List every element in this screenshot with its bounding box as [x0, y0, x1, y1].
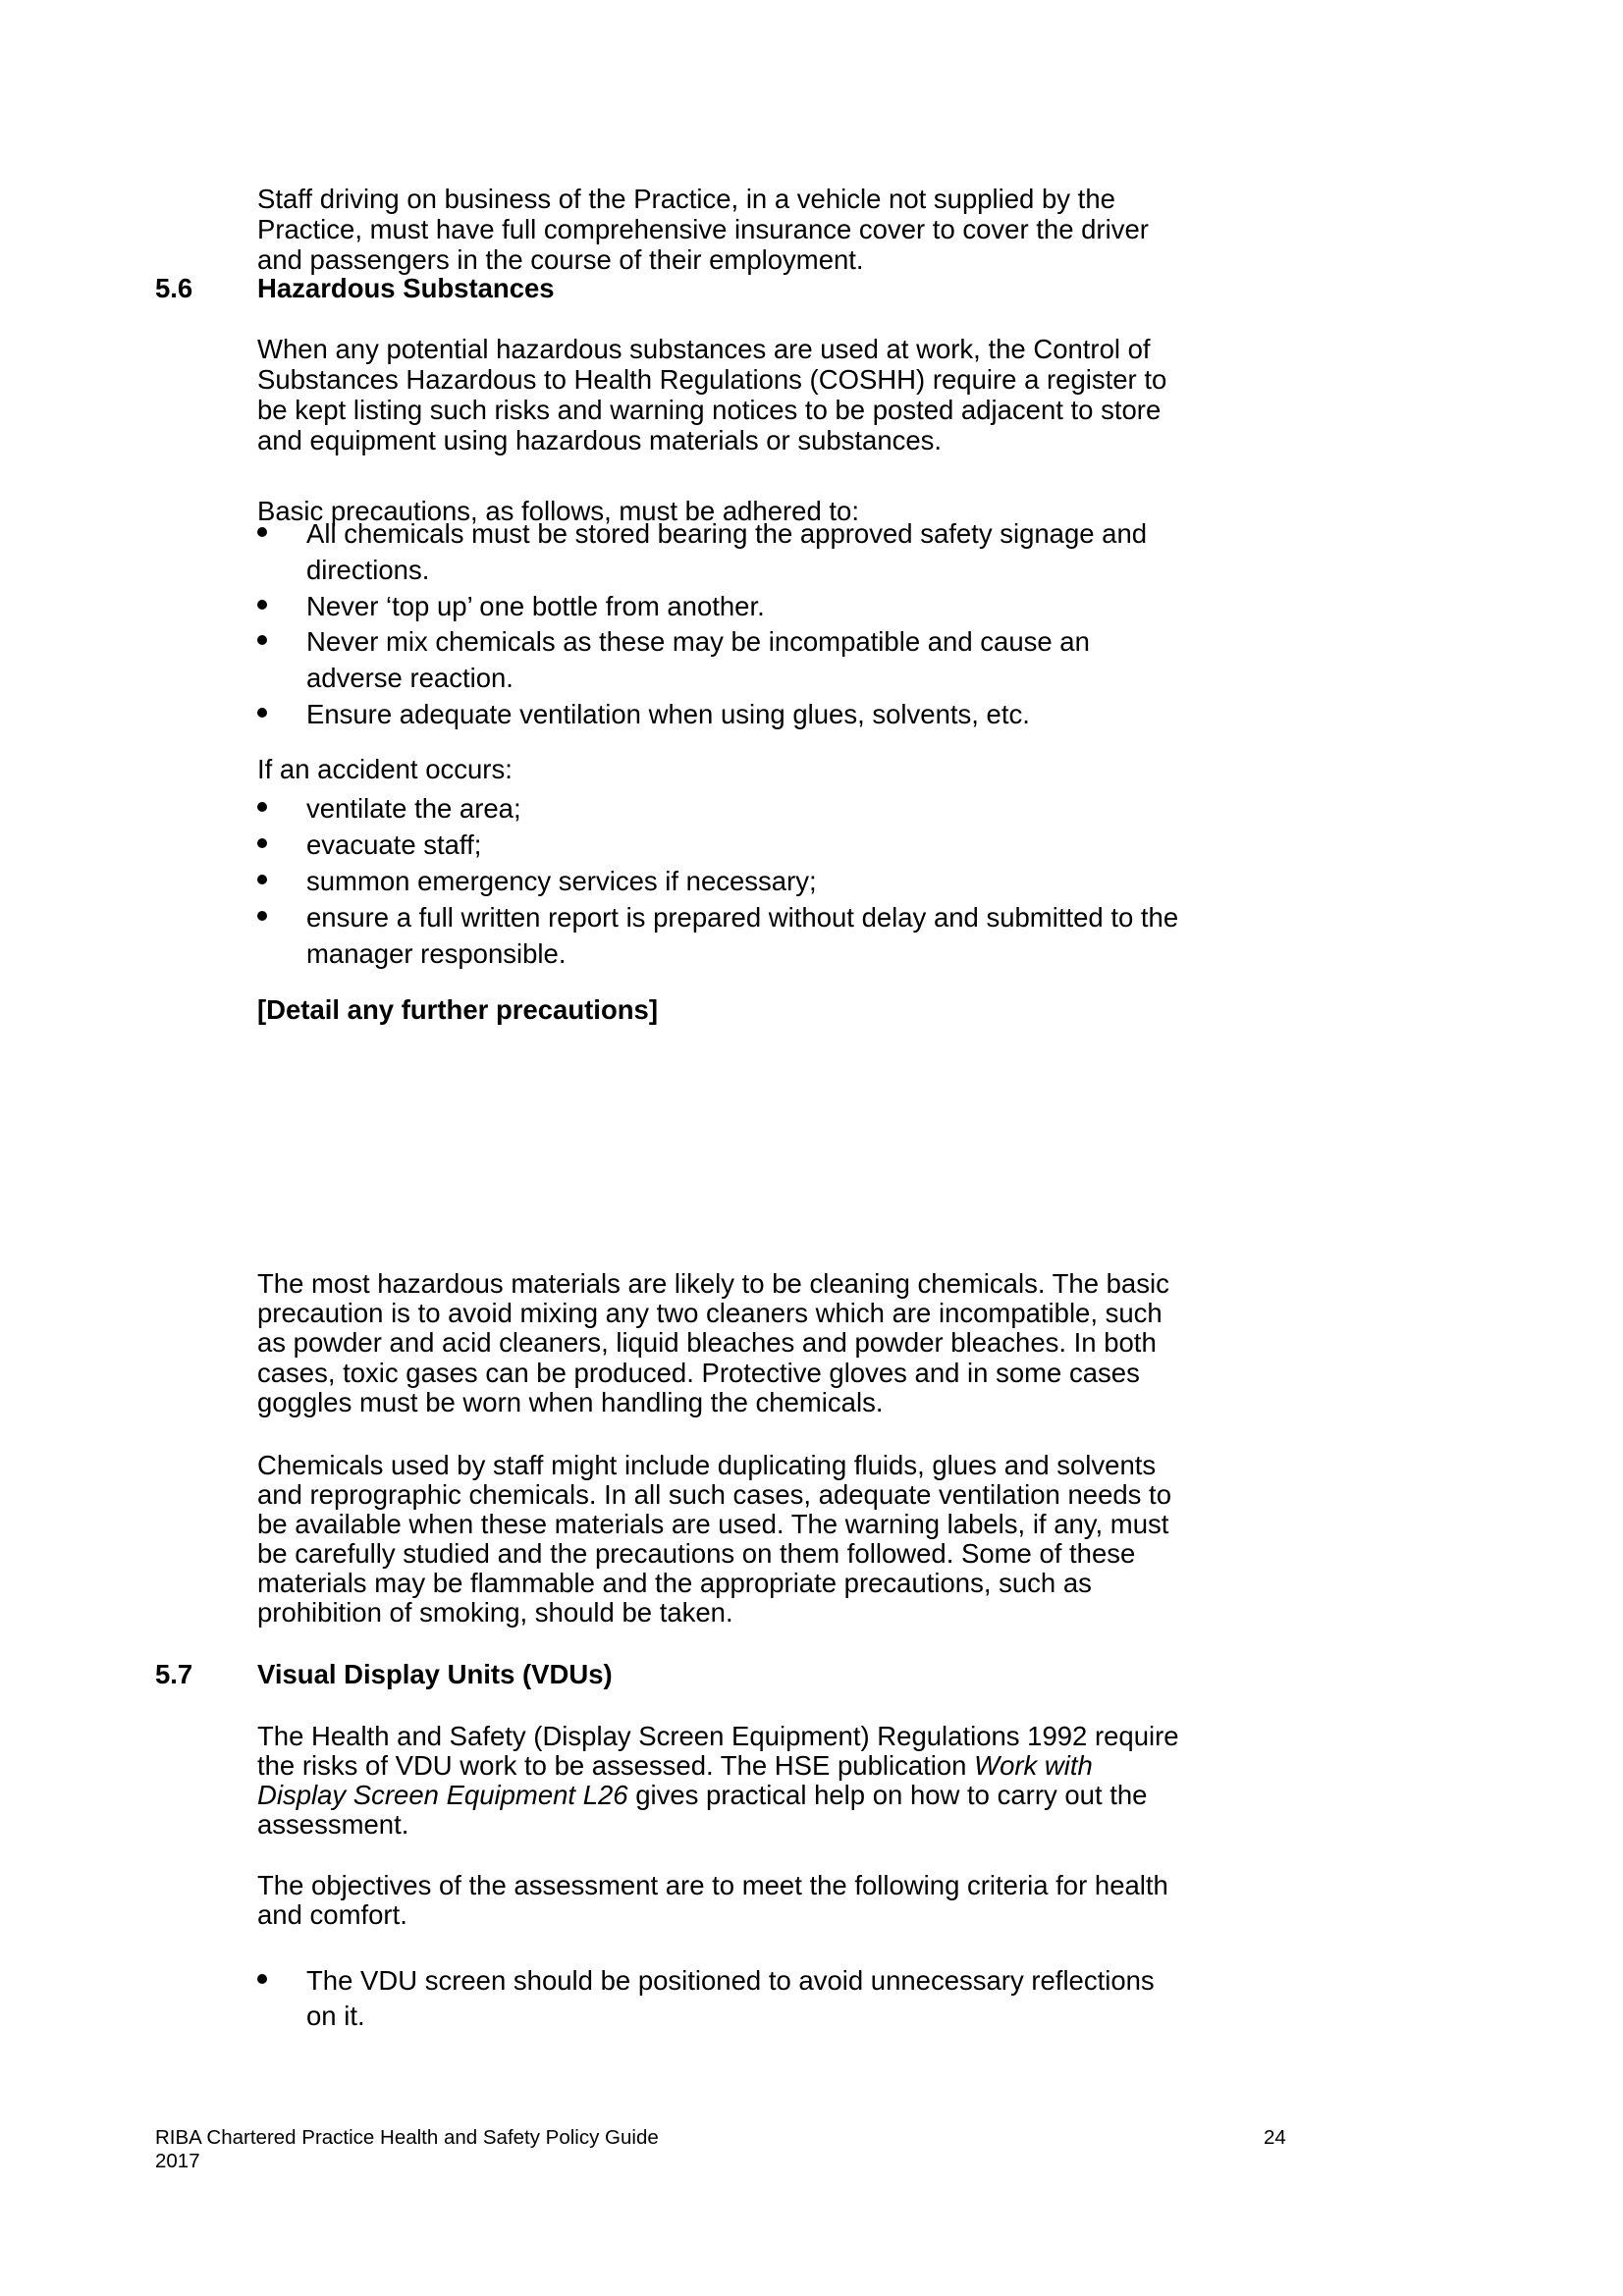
publication-title: Display Screen Equipment L26	[257, 1780, 628, 1810]
page-number: 24	[1264, 2126, 1286, 2149]
list-item-text: adverse reaction.	[306, 663, 514, 693]
list-item-text: ventilate the area;	[306, 793, 521, 824]
section-number: 5.7	[155, 1659, 193, 1689]
list-item-text: ensure a full written report is prepared without delay and submitted to the	[306, 902, 1179, 933]
text-line: goggles must be worn when handling the chemicals.	[257, 1387, 884, 1417]
bullet-icon	[257, 1974, 267, 1984]
section-number: 5.6	[155, 273, 193, 303]
bullet-icon	[257, 838, 267, 848]
text-line	[257, 1780, 1147, 1810]
publication-title: Work with	[974, 1750, 1093, 1781]
list-item-text: Never mix chemicals as these may be incompatible and cause an	[306, 626, 1090, 657]
bullet-icon	[257, 911, 267, 921]
text-line: precaution is to avoid mixing any two cleaners which are incompatible, such	[257, 1298, 1163, 1328]
bullet-icon	[257, 527, 267, 537]
bullet-icon	[257, 875, 267, 884]
text-line: Chemicals used by staff might include duplicating fluids, glues and solvents	[257, 1450, 1157, 1480]
text-line: Practice, must have full comprehensive insurance cover to cover the driver	[257, 214, 1149, 244]
text-line: The objectives of the assessment are to meet the following criteria for health	[257, 1870, 1168, 1900]
text-line: be available when these materials are used. The warning labels, if any, must	[257, 1509, 1169, 1539]
text-line: as powder and acid cleaners, liquid bleaches and powder bleaches. In both	[257, 1327, 1157, 1358]
bullet-icon	[257, 708, 267, 718]
text-line: and comfort.	[257, 1899, 407, 1930]
section-title: Hazardous Substances	[257, 273, 555, 303]
text-line: prohibition of smoking, should be taken.	[257, 1597, 733, 1628]
precautions-intro: Basic precautions, as follows, must be adhered to:	[257, 496, 859, 526]
text-line: cases, toxic gases can be produced. Protective gloves and in some cases	[257, 1358, 1140, 1388]
list-item-text: evacuate staff;	[306, 829, 482, 860]
text-line: be carefully studied and the precautions on them followed. Some of these	[257, 1538, 1136, 1569]
list-item-text: manager responsible.	[306, 938, 567, 969]
bullet-icon	[257, 802, 267, 812]
text-line	[257, 1750, 1093, 1781]
text-line: assessment.	[257, 1809, 409, 1840]
text-line: Staff driving on business of the Practice, in a vehicle not supplied by the	[257, 184, 1115, 214]
list-item-text: Ensure adequate ventilation when using glues, solvents, etc.	[306, 699, 1030, 729]
list-item-text: on it.	[306, 2001, 365, 2031]
section-title: Visual Display Units (VDUs)	[257, 1659, 613, 1689]
further-precautions-placeholder: [Detail any further precautions]	[257, 994, 658, 1025]
text-line: The Health and Safety (Display Screen Equipment) Regulations 1992 require	[257, 1721, 1179, 1751]
list-item-text: The VDU screen should be positioned to avoid unnecessary reflections	[306, 1965, 1155, 1996]
bullet-icon	[257, 635, 267, 645]
list-item-text: directions.	[306, 555, 430, 585]
text-line: and reprographic chemicals. In all such cases, adequate ventilation needs to	[257, 1479, 1171, 1510]
text-line: and equipment using hazardous materials or substances.	[257, 425, 943, 455]
list-item-text: All chemicals must be stored bearing the approved safety signage and	[306, 518, 1148, 549]
text-run: the risks of VDU work to be assessed. The HSE publication	[257, 1750, 975, 1781]
text-line: and passengers in the course of their employment.	[257, 244, 864, 275]
text-line: be kept listing such risks and warning notices to be posted adjacent to store	[257, 395, 1162, 425]
bullet-icon	[257, 600, 267, 610]
list-item-text: summon emergency services if necessary;	[306, 866, 817, 896]
list-item-text: Never ‘top up’ one bottle from another.	[306, 591, 765, 621]
text-line: When any potential hazardous substances are used at work, the Control of	[257, 334, 1151, 364]
accident-intro: If an accident occurs:	[257, 754, 513, 784]
text-run: gives practical help on how to carry out the	[627, 1780, 1148, 1810]
footer-year: 2017	[155, 2150, 200, 2172]
text-line: The most hazardous materials are likely to be cleaning chemicals. The basic	[257, 1268, 1169, 1299]
footer-title: RIBA Chartered Practice Health and Safety Policy Guide	[155, 2126, 659, 2149]
text-line: Substances Hazardous to Health Regulations (COSHH) require a register to	[257, 364, 1167, 395]
text-line: materials may be flammable and the appropriate precautions, such as	[257, 1568, 1092, 1598]
